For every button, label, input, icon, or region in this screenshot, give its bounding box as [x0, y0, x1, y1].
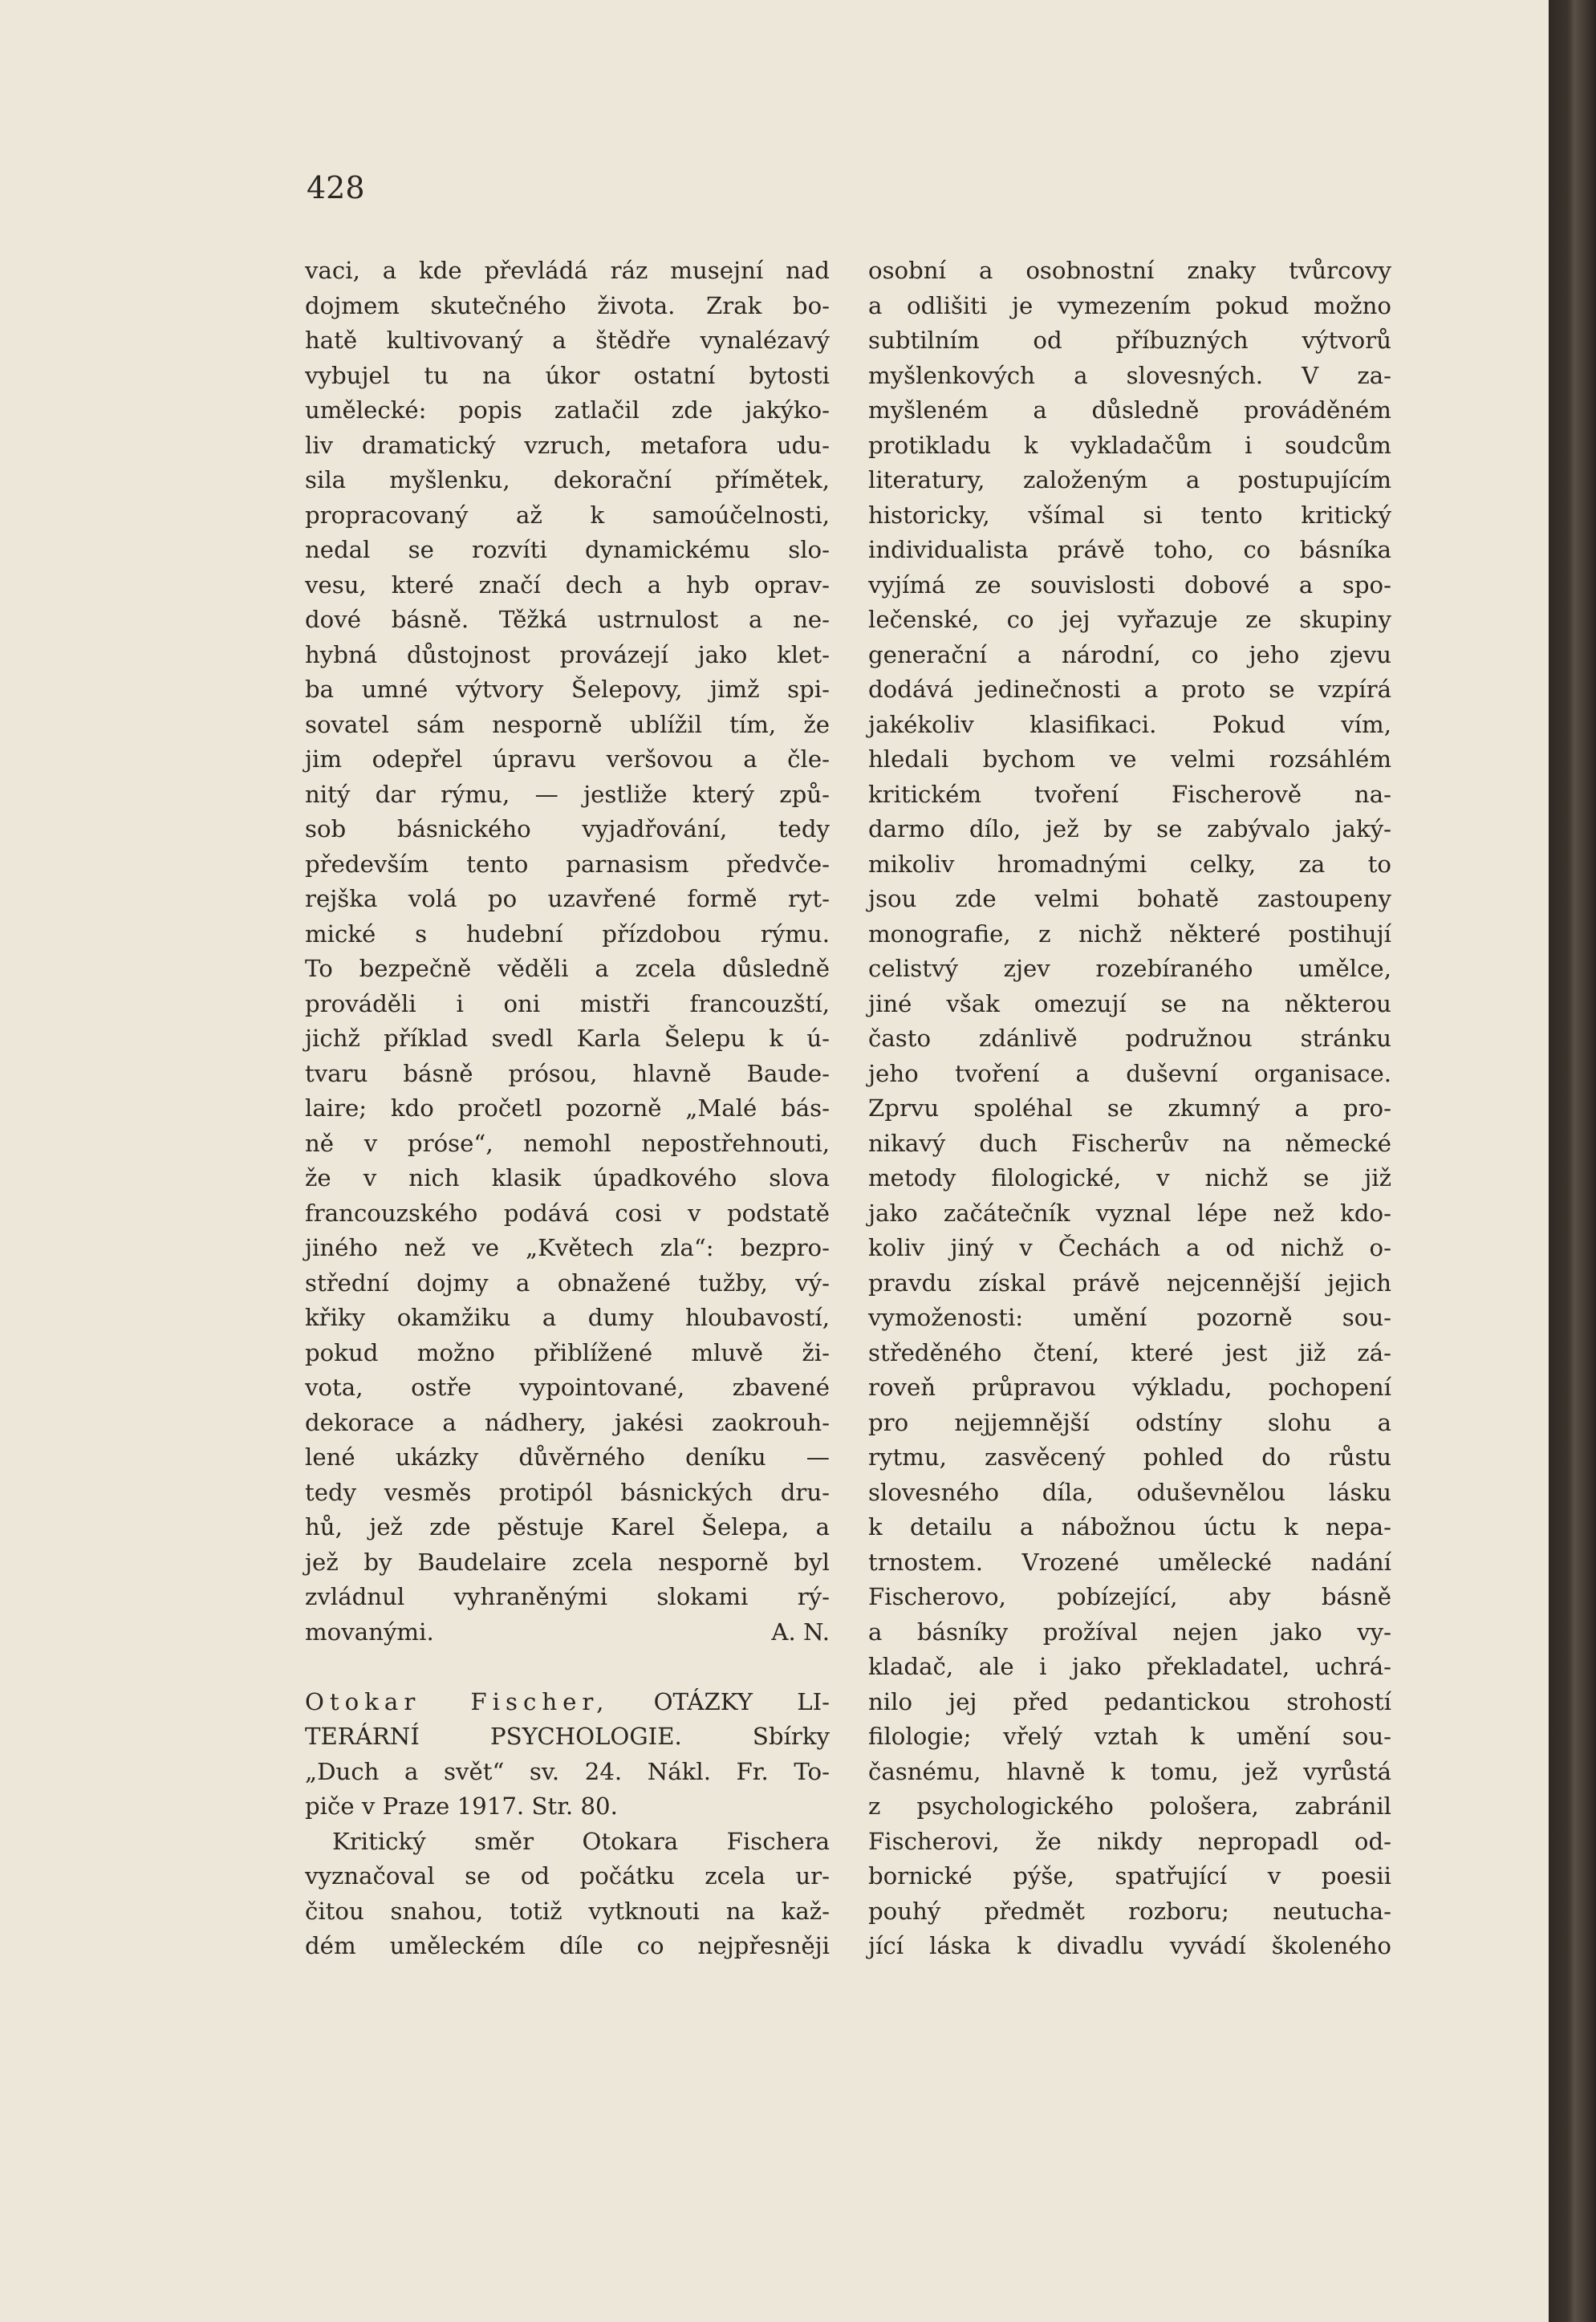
- text-line: kladač, ale i jako překladatel, uchrá-: [868, 1653, 1391, 1680]
- text-line: jeho tvoření a duševní organisace.: [868, 1059, 1391, 1087]
- text-line: pokud možno přiblížené mluvě ži-: [305, 1338, 830, 1366]
- text-line: rytmu, zasvěcený pohled do růstu: [868, 1443, 1391, 1471]
- text-line: jako začátečník vyznal lépe než kdo-: [868, 1199, 1391, 1227]
- text-line: především tento parnasism předvče-: [305, 850, 830, 878]
- text-line: tvaru básně prósou, hlavně Baude-: [305, 1059, 830, 1087]
- text-line: generační a národní, co jeho zjevu: [868, 640, 1391, 668]
- text-line: trnostem. Vrozené umělecké nadání: [868, 1548, 1391, 1576]
- text-line: ně v próse“, nemohl nepostřehnouti,: [305, 1129, 830, 1157]
- text-line: a básníky prožíval nejen jako vy-: [868, 1618, 1391, 1646]
- left-column: [305, 254, 830, 1964]
- text-line: myšleném a důsledně prováděném: [868, 396, 1391, 424]
- text-line: darmo dílo, jež by se zabývalo jaký-: [868, 815, 1391, 842]
- text-line: středěného čtení, které jest již zá-: [868, 1338, 1391, 1366]
- text-line: nitý dar rýmu, — jestliže který způ-: [305, 780, 830, 808]
- text-line: hledali bychom ve velmi rozsáhlém: [868, 745, 1391, 773]
- text-line: jim odepřel úpravu veršovou a čle-: [305, 745, 830, 773]
- text-line: často zdánlivě podružnou stránku: [868, 1025, 1391, 1052]
- paragraph-gap: [305, 1650, 830, 1685]
- text-line: hybná důstojnost provázejí jako klet-: [305, 640, 830, 668]
- text-line: lené ukázky důvěrného deníku —: [305, 1443, 830, 1471]
- text-line: kritickém tvoření Fischerově na-: [868, 780, 1391, 808]
- text-line: francouzského podává cosi v podstatě: [305, 1199, 830, 1227]
- text-line: zvládnul vyhraněnými slokami rý-: [305, 1583, 830, 1610]
- text-line: pouhý předmět rozboru; neutucha-: [868, 1897, 1391, 1925]
- text-line: sob básnického vyjadřování, tedy: [305, 815, 830, 842]
- text-line: myšlenkových a slovesných. V za-: [868, 361, 1391, 389]
- text-line: pro nejjemnější odstíny slohu a: [868, 1408, 1391, 1436]
- text-line: Kritický směr Otokara Fischera: [332, 1827, 830, 1855]
- text-line: filologie; vřelý vztah k umění sou-: [868, 1723, 1391, 1750]
- text-line: vyznačoval se od počátku zcela ur-: [305, 1862, 830, 1890]
- text-line: lečenské, co jej vyřazuje ze skupiny: [868, 606, 1391, 633]
- text-line: k detailu a nábožnou úctu k nepa-: [868, 1513, 1391, 1541]
- text-line: vesu, které značí dech a hyb oprav-: [305, 570, 830, 599]
- text-line: dojmem skutečného života. Zrak bo-: [305, 291, 830, 319]
- text-line: dodává jedinečnosti a proto se vzpírá: [868, 676, 1391, 703]
- text-line: vota, ostře vypointované, zbavené: [305, 1374, 830, 1401]
- text-line: TERÁRNÍ PSYCHOLOGIE. Sbírky: [305, 1723, 830, 1750]
- text-line: roveň průpravou výkladu, pochopení: [868, 1374, 1391, 1401]
- text-line: vaci, a kde převládá ráz musejní nad: [305, 257, 830, 284]
- text-line: historicky, všímal si tento kritický: [868, 501, 1391, 529]
- text-line: dekorace a nádhery, jakési zaokrouh-: [305, 1408, 830, 1436]
- text-line: jiné však omezují se na některou: [868, 989, 1391, 1017]
- text-line: hů, jež zde pěstuje Karel Šelepa, a: [305, 1513, 830, 1541]
- left-text-block-1: [305, 254, 830, 1615]
- text-line: tedy vesměs protipól básnických dru-: [305, 1478, 830, 1506]
- text-line: vyjímá ze souvislosti dobové a spo-: [868, 570, 1391, 599]
- text-line: nilo jej před pedantickou strohostí: [868, 1687, 1391, 1715]
- text-line: vymoženosti: umění pozorně sou-: [868, 1304, 1391, 1331]
- text-line: pravdu získal právě nejcennější jejich: [868, 1269, 1391, 1297]
- text-line: nikavý duch Fischerův na německé: [868, 1129, 1391, 1157]
- text-line: rejška volá po uzavřené formě ryt-: [305, 885, 830, 912]
- text-line: bornické pýše, spatřující v poesii: [868, 1862, 1391, 1890]
- text-line: To bezpečně věděli a zcela důsledně: [305, 955, 830, 982]
- text-line: jež by Baudelaire zcela nesporně byl: [305, 1548, 830, 1576]
- text-line: Fischerovi, že nikdy nepropadl od-: [868, 1827, 1391, 1855]
- text-line: prováděli i oni mistři francouzští,: [305, 989, 830, 1017]
- text-line: celistvý zjev rozebíraného umělce,: [868, 955, 1391, 982]
- text-line: jiného než ve „Květech zla“: bezpro-: [305, 1234, 830, 1261]
- text-line: individualista právě toho, co básníka: [868, 536, 1391, 563]
- text-line: hatě kultivovaný a štědře vynalézavý: [305, 327, 830, 354]
- text-line: monografie, z nichž některé postihují: [868, 919, 1391, 948]
- signature-line: [305, 1615, 830, 1650]
- text-line: protikladu k vykladačům i soudcům: [868, 431, 1391, 459]
- text-line: metody filologické, v nichž se již: [868, 1164, 1391, 1191]
- text-line: mické s hudební přízdobou rýmu.: [305, 919, 830, 948]
- text-line: mikoliv hromadnými celky, za to: [868, 850, 1391, 878]
- text-line: ba umné výtvory Šelepovy, jimž spi-: [305, 676, 830, 703]
- text-line: propracovaný až k samoúčelnosti,: [305, 501, 830, 529]
- text-line: laire; kdo pročetl pozorně „Malé bás-: [305, 1094, 830, 1122]
- text-line: jsou zde velmi bohatě zastoupeny: [868, 885, 1391, 912]
- text-line: jichž příklad svedl Karla Šelepu k ú-: [305, 1025, 830, 1052]
- text-line: jakékoliv klasifikaci. Pokud vím,: [868, 710, 1391, 738]
- text-line: koliv jiný v Čechách a od nichž o-: [868, 1234, 1391, 1261]
- bibliographic-info: [305, 1719, 830, 1825]
- text-line: nedal se rozvíti dynamickému slo-: [305, 536, 830, 563]
- text-line: a odlišiti je vymezením pokud možno: [868, 291, 1391, 319]
- signature-text: movanými.: [305, 1618, 434, 1646]
- text-line: umělecké: popis zatlačil zde jakýko-: [305, 396, 830, 424]
- text-line: Fischerovo, pobízející, aby básně: [868, 1583, 1391, 1610]
- text-line: literatury, založeným a postupujícím: [868, 466, 1391, 493]
- text-line: vybujel tu na úkor ostatní bytosti: [305, 361, 830, 389]
- text-line: sovatel sám nesporně ublížil tím, že: [305, 710, 830, 738]
- page-number: 428: [307, 170, 365, 205]
- text-line: střední dojmy a obnažené tužby, vý-: [305, 1269, 830, 1297]
- text-line: sila myšlenku, dekorační přímětek,: [305, 466, 830, 493]
- right-column: [868, 254, 1391, 1964]
- text-line: liv dramatický vzruch, metafora udu-: [305, 431, 830, 459]
- text-line: Zprvu spoléhal se zkumný a pro-: [868, 1094, 1391, 1122]
- author-initials: A. N.: [771, 1618, 830, 1646]
- text-line: z psychologického pološera, zabránil: [868, 1792, 1391, 1820]
- text-line: časnému, hlavně k tomu, jež vyrůstá: [868, 1757, 1391, 1785]
- text-line: dém uměleckém díle co nejpřesněji: [305, 1932, 830, 1959]
- text-line: subtilním od příbuzných výtvorů: [868, 327, 1391, 354]
- text-line: jící láska k divadlu vyvádí školeného: [868, 1932, 1391, 1959]
- book-spine-edge: [1549, 0, 1596, 2322]
- text-line: „Duch a svět“ sv. 24. Nákl. Fr. To-: [305, 1757, 830, 1785]
- text-line: dové básně. Těžká ustrnulost a ne-: [305, 606, 830, 633]
- text-line: slovesného díla, oduševnělou lásku: [868, 1478, 1391, 1506]
- review-heading-line: [305, 1685, 830, 1720]
- text-line: čitou snahou, totiž vytknouti na kaž-: [305, 1897, 830, 1925]
- text-line: že v nich klasik úpadkového slova: [305, 1164, 830, 1191]
- text-line: osobní a osobnostní znaky tvůrcovy: [868, 257, 1391, 284]
- review-author: Otokar Fischer,: [305, 1687, 610, 1715]
- text-line: křiky okamžiku a dumy hloubavostí,: [305, 1304, 830, 1331]
- left-text-block-2: [305, 1825, 830, 1964]
- text-line: piče v Praze 1917. Str. 80.: [305, 1792, 618, 1820]
- review-title: OTÁZKY LI-: [653, 1687, 830, 1715]
